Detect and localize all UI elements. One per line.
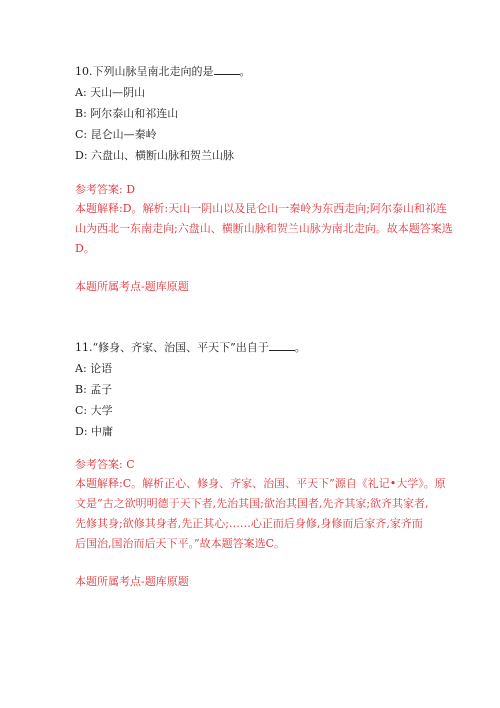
question-11-answer: 参考答案: C: [75, 458, 135, 471]
question-10-stem: [75, 62, 425, 81]
question-11-explanation-line-2: 文是“古之欲明明德于天下者,先治其国;欲治其国者,先齐其家;欲齐其家者,: [75, 497, 429, 510]
question-11-answer-block: [75, 455, 446, 554]
answer-blank: [214, 65, 240, 75]
question-11-option-c: C: 大学: [75, 404, 113, 417]
question-10-explanation-line-2: 山为西北一东南走向;六盘山、横断山脉和贺兰山脉为南北走向。故本题答案选: [75, 222, 453, 235]
question-11-stem-end: 。: [294, 341, 306, 354]
question-10-option-a: A: 天山—阴山: [75, 86, 146, 99]
question-11-explanation-line-1: 本题解释:C。解析正心、修身、齐家、治国、平天下”源自《礼记•大学》。原: [75, 477, 446, 490]
question-10-explanation-line-3: D。: [75, 242, 95, 255]
question-10-source: [75, 277, 425, 296]
question-10-stem-text: 10.下列山脉呈南北走向的是: [75, 65, 214, 78]
question-11-explanation-line-3: 先修其身;欲修其身者,先正其心;……心正而后身修,身修而后家齐,家齐而: [75, 517, 423, 530]
question-11-stem: [75, 338, 425, 357]
question-10-option-d: D: 六盘山、横断山脉和贺兰山脉: [75, 149, 235, 162]
question-10-stem-end: 。: [239, 65, 251, 78]
question-10-answer-block: [75, 180, 453, 259]
question-10: [75, 62, 425, 165]
answer-blank: [269, 341, 295, 351]
question-11-source: [75, 572, 425, 591]
question-11-option-d: D: 中庸: [75, 425, 114, 438]
question-11-source-text: 本题所属考点-题库原题: [75, 575, 189, 588]
question-10-option-b: B: 阿尔泰山和祁连山: [75, 107, 179, 120]
question-11-option-a: A: 论语: [75, 362, 113, 375]
question-10-source-text: 本题所属考点-题库原题: [75, 280, 189, 293]
question-11: [75, 338, 425, 441]
question-10-option-c: C: 昆仑山—秦岭: [75, 128, 157, 141]
question-10-answer: 参考答案: D: [75, 183, 136, 196]
question-11-explanation-line-4: 后国治,国治而后天下平。”故本题答案选C。: [75, 537, 286, 550]
question-10-explanation-line-1: 本题解释:D。解析:天山一阴山以及昆仑山一秦岭为东西走向;阿尔泰山和祁连: [75, 202, 447, 215]
question-11-stem-text: 11.“修身、齐家、治国、平天下”出自于: [75, 341, 269, 354]
question-11-option-b: B: 孟子: [75, 383, 113, 396]
